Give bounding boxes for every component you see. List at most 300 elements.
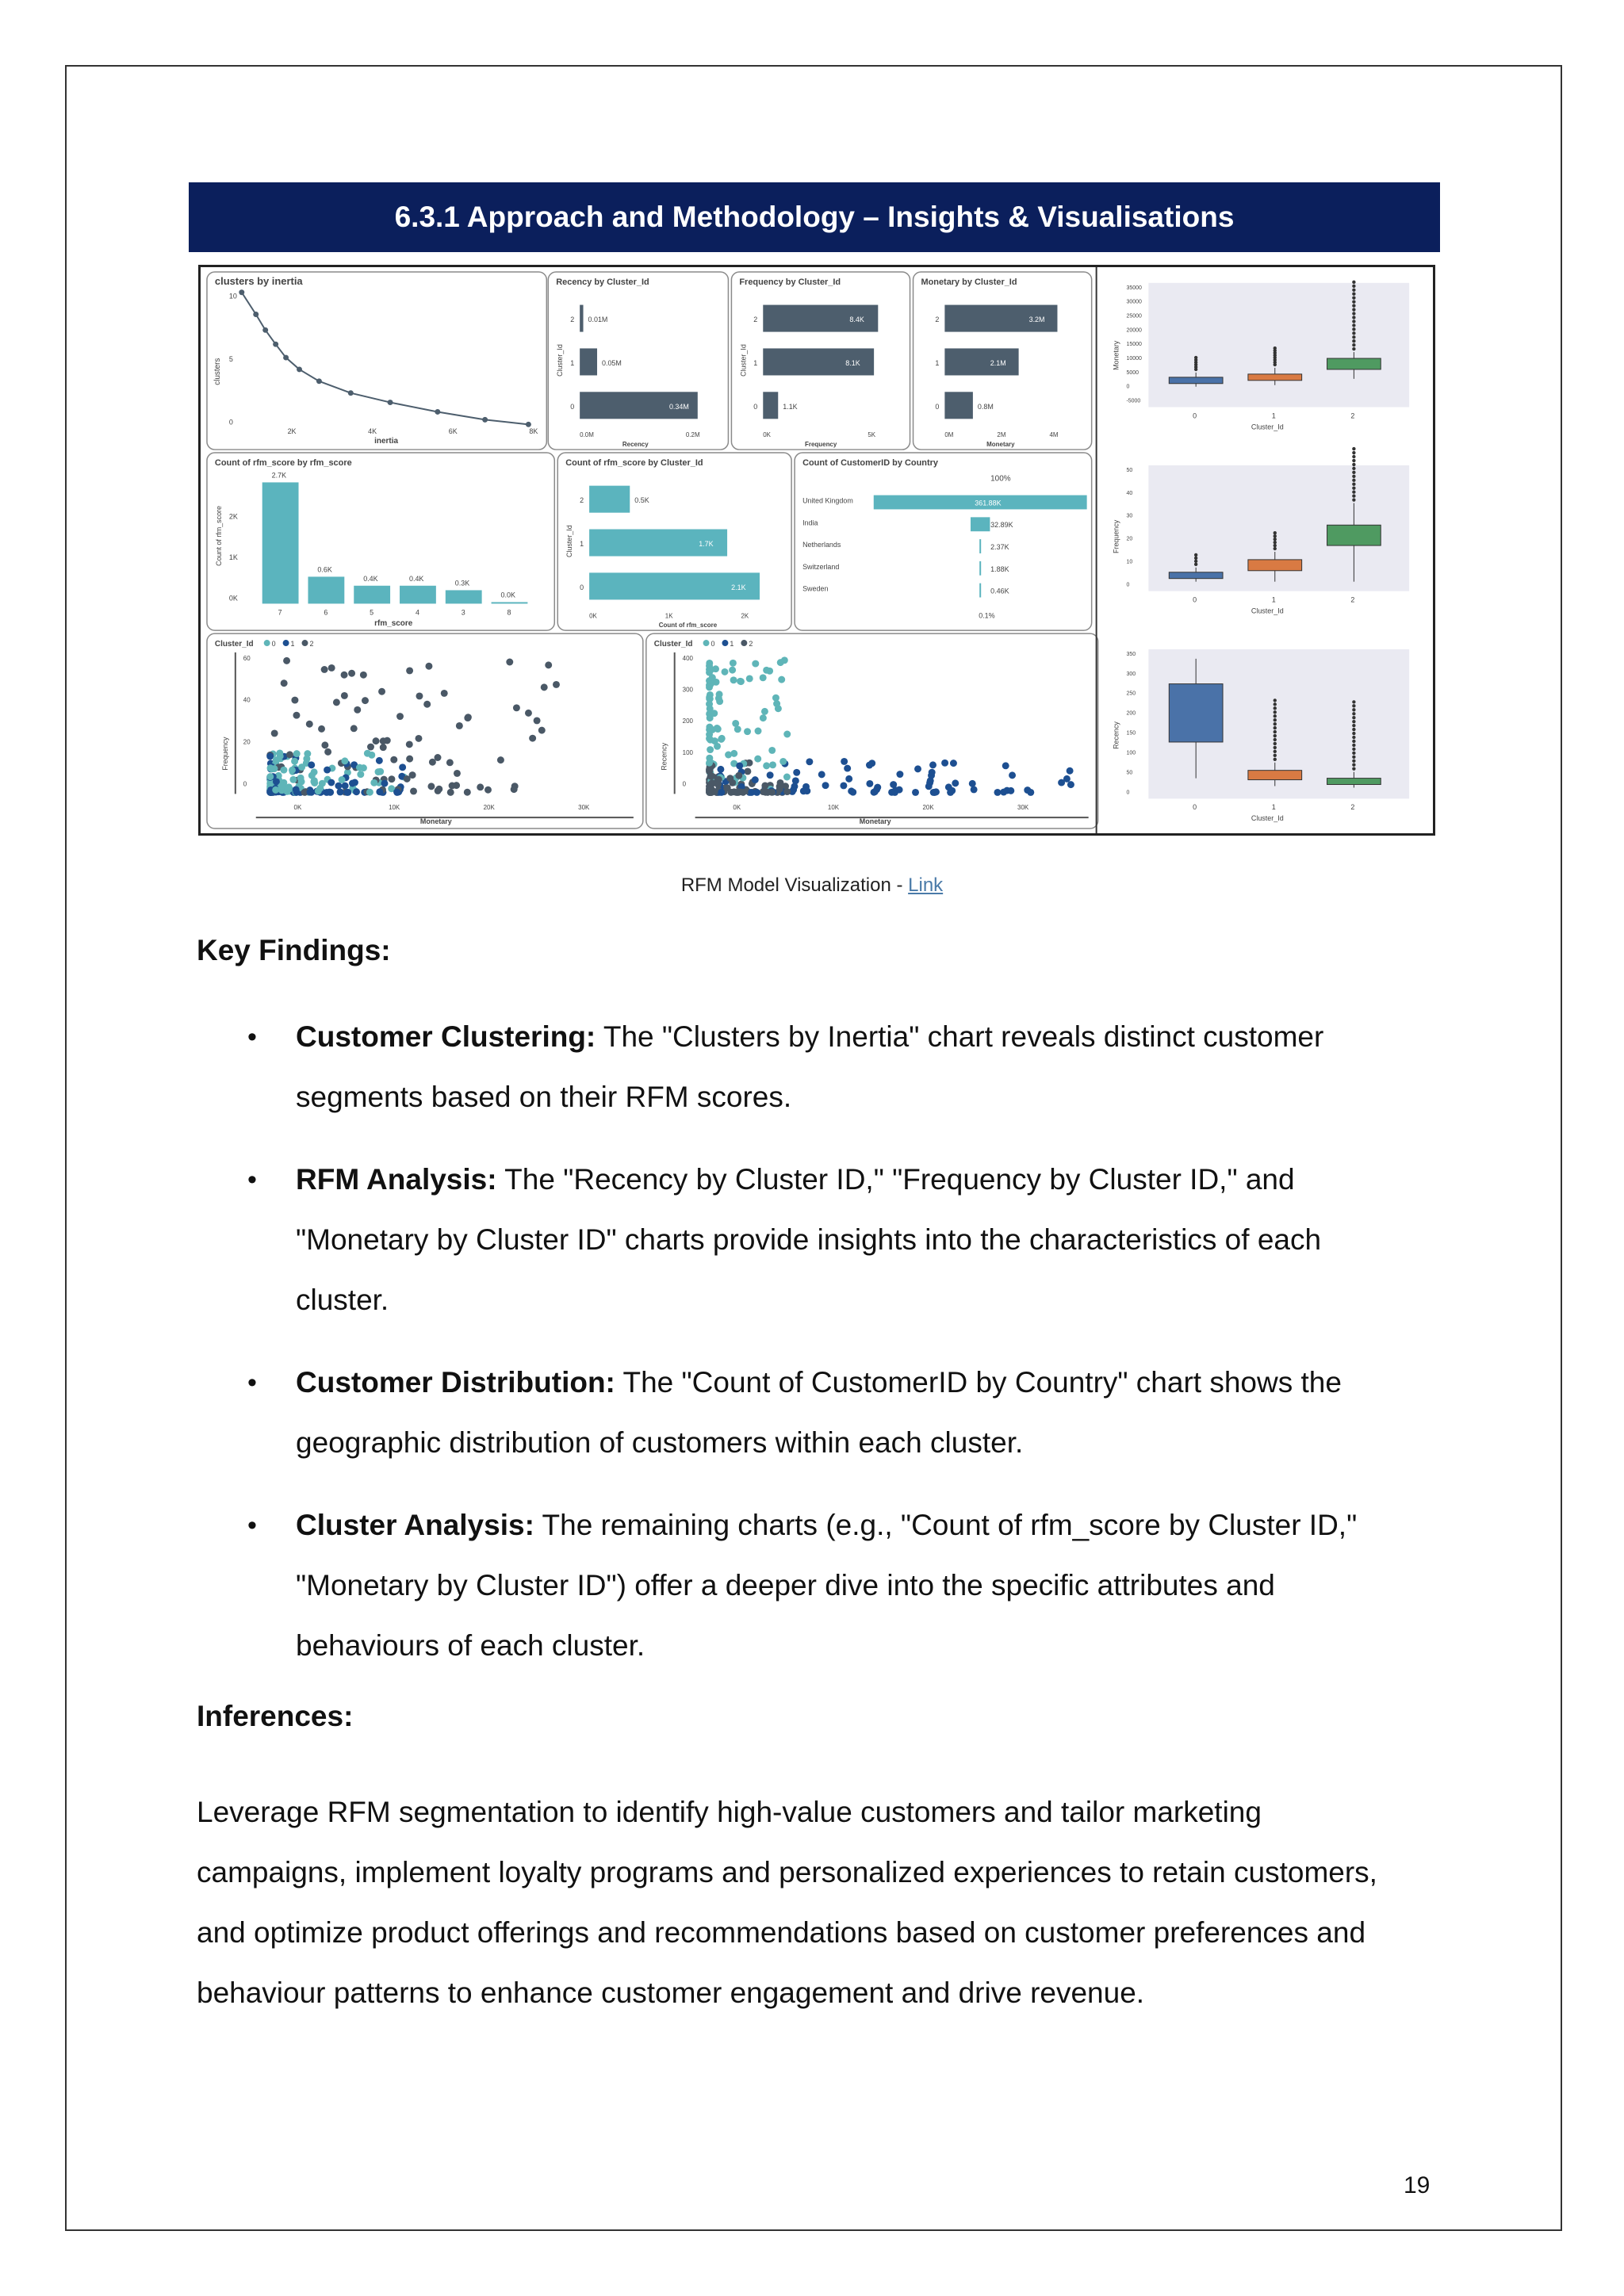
tick-label: 0.0M <box>580 431 594 439</box>
axis-label: Recency <box>660 742 668 771</box>
panel-title: Monetary by Cluster_Id <box>921 277 1017 287</box>
scatter-point <box>410 787 417 794</box>
scatter-point <box>746 675 753 682</box>
tick-label: 8 <box>507 608 511 617</box>
scatter-point <box>308 761 315 768</box>
inertia-point <box>262 327 268 333</box>
tick-label: 1 <box>1271 411 1276 420</box>
scatter-point <box>327 779 335 786</box>
axis-label: Monetary <box>986 441 1015 449</box>
scatter-point <box>315 787 322 794</box>
outlier <box>1352 732 1355 735</box>
scatter-point <box>293 789 300 796</box>
box <box>1169 572 1223 579</box>
axis-label: Monetary <box>1112 340 1120 370</box>
scatter-point <box>952 779 959 786</box>
scatter-point <box>735 772 742 779</box>
section-title: 6.3.1 Approach and Methodology – Insights & Visualisations <box>394 201 1235 233</box>
tick-label: 2M <box>997 431 1006 439</box>
scatter-point <box>793 769 800 776</box>
outlier <box>1352 316 1355 319</box>
tick-label: Switzerland <box>802 562 840 571</box>
scatter-point <box>729 667 736 674</box>
tick-label: 1 <box>1271 803 1276 812</box>
scatter-point <box>464 789 471 796</box>
scatter-point <box>714 725 721 732</box>
legend-label: 2 <box>309 640 314 648</box>
scatter-point <box>511 786 518 793</box>
axis-label: Count of rfm_score <box>658 622 718 629</box>
scatter-point <box>335 783 342 790</box>
scatter-point <box>328 664 335 672</box>
tick-label: Netherlands <box>802 541 841 549</box>
scatter-point <box>717 766 724 773</box>
tick-label: 5 <box>228 355 233 363</box>
data-label: 0.6K <box>317 565 332 574</box>
tick-label: 30K <box>578 804 590 812</box>
scatter-point <box>1067 781 1074 788</box>
scatter-point <box>545 661 552 668</box>
scatter-point <box>321 666 328 673</box>
data-label: 0.46K <box>990 587 1009 595</box>
tick-label: 10 <box>1126 559 1133 565</box>
tick-label: 6 <box>324 608 328 617</box>
tick-label: 10K <box>389 804 400 812</box>
axis-label: Monetary <box>859 817 891 826</box>
scatter-point <box>706 694 713 701</box>
scatter-point <box>380 744 387 751</box>
tick-label: 400 <box>682 654 693 662</box>
data-label: 3.2M <box>1028 316 1045 324</box>
finding-term: RFM Analysis: <box>296 1163 497 1196</box>
scatter-point <box>416 735 423 742</box>
scatter-point <box>304 750 311 757</box>
tick-label: 0 <box>1193 411 1197 420</box>
outlier <box>1352 331 1355 335</box>
scatter-point <box>497 756 504 763</box>
bar <box>262 482 299 603</box>
tick-label: 2 <box>570 316 575 324</box>
data-label: 0.3K <box>454 579 470 587</box>
scatter-point <box>760 674 767 681</box>
panel-recency <box>548 272 728 450</box>
scatter-point <box>298 763 305 771</box>
tick-label: 0 <box>228 418 233 427</box>
tick-label: 300 <box>1126 671 1136 677</box>
tick-label: 0 <box>1193 595 1197 604</box>
outlier <box>1352 471 1355 474</box>
outlier <box>1274 722 1277 725</box>
scatter-point <box>435 787 442 794</box>
tick-label: Sweden <box>802 584 829 593</box>
scatter-point <box>840 782 847 789</box>
scatter-point <box>485 786 492 794</box>
tick-label: 20 <box>243 738 251 746</box>
page-number: 19 <box>1404 2172 1431 2198</box>
inferences-paragraph: Leverage RFM segmentation to identify high-value customers and tailor marketing campaigns, implement loyalty programs and personalized experiences to retain customers, and optimize product offerings and recommendations based on customer preferences and behaviour patterns to enhance customer engagement and drive revenue. <box>197 1796 1377 2009</box>
scatter-point <box>324 748 331 756</box>
scatter-point <box>293 750 301 757</box>
scatter-point <box>730 750 737 757</box>
bar <box>971 517 990 531</box>
panel-title: Count of rfm_score by rfm_score <box>214 457 352 468</box>
tick-label: 20K <box>483 804 495 812</box>
scatter-point <box>307 789 314 796</box>
box <box>1327 525 1381 545</box>
scatter-point <box>769 761 776 768</box>
scatter-point <box>344 789 351 796</box>
outlier <box>1274 742 1277 745</box>
scatter-point <box>283 657 290 664</box>
scatter-point <box>364 750 371 757</box>
outlier <box>1274 726 1277 729</box>
bar <box>944 348 1018 375</box>
scatter-point <box>730 660 737 667</box>
outlier <box>1194 560 1197 563</box>
outlier <box>1352 728 1355 731</box>
inferences-heading: Inferences: <box>197 1700 354 1732</box>
tick-label: 20K <box>922 804 934 812</box>
outlier <box>1352 763 1355 767</box>
panel-title: Count of rfm_score by Cluster_Id <box>565 457 703 468</box>
data-label: 0.34M <box>668 402 689 411</box>
panel-rfm-score <box>207 453 554 630</box>
scatter-point <box>367 744 374 751</box>
scatter-point <box>768 747 776 754</box>
scatter-point <box>841 758 848 765</box>
tick-label: 100 <box>1126 750 1136 756</box>
tick-label: 2 <box>1350 595 1355 604</box>
outlier <box>1274 547 1277 550</box>
axis-label: Cluster_Id <box>556 344 565 377</box>
tick-label: 1 <box>753 358 758 367</box>
scatter-point <box>845 775 852 783</box>
data-label: 0.8M <box>977 402 994 411</box>
scatter-point <box>783 774 791 781</box>
scatter-point <box>969 780 976 787</box>
tick-label: 35000 <box>1126 285 1142 291</box>
scatter-point <box>763 762 770 769</box>
outlier <box>1274 758 1277 761</box>
bar <box>979 561 981 576</box>
scatter-point <box>727 789 734 796</box>
tick-label: 6K <box>448 427 458 436</box>
scatter-point <box>896 786 903 794</box>
outlier <box>1274 706 1277 710</box>
scatter-point <box>1000 789 1007 796</box>
tick-label: 1 <box>570 358 575 367</box>
plot-area <box>1148 283 1409 408</box>
data-label: 32.89K <box>990 521 1013 530</box>
axis-label: Cluster_Id <box>1251 423 1284 431</box>
scatter-point <box>378 688 385 695</box>
outlier <box>1352 308 1355 311</box>
tick-label: 150 <box>1126 730 1136 737</box>
bar <box>308 576 344 603</box>
outlier <box>1352 494 1355 497</box>
outlier <box>1194 356 1197 359</box>
outlier <box>1352 486 1355 489</box>
scatter-point <box>776 783 783 790</box>
caption-text: RFM Model Visualization - <box>680 874 909 896</box>
scatter-point <box>752 660 759 668</box>
outlier <box>1352 312 1355 315</box>
scatter-point <box>362 697 369 704</box>
scatter-point <box>341 757 348 764</box>
scatter-point <box>744 767 751 775</box>
scatter-point <box>866 762 873 769</box>
scatter-point <box>289 767 296 774</box>
tick-label: 0 <box>580 583 584 591</box>
scatter-point <box>376 788 383 795</box>
bar <box>580 348 597 375</box>
tick-label: 40 <box>243 696 251 704</box>
scatter-point <box>319 780 326 787</box>
outlier <box>1274 754 1277 757</box>
tick-label: 0 <box>1126 790 1130 796</box>
tick-label: 30000 <box>1126 299 1142 305</box>
tick-label: 0 <box>1126 384 1130 390</box>
scatter-point <box>341 672 348 679</box>
scatter-point <box>370 779 377 786</box>
legend-marker <box>283 640 289 646</box>
legend-marker <box>264 640 270 646</box>
scatter-point <box>1007 787 1014 794</box>
rfm-dashboard-image <box>198 265 1435 836</box>
tick-label: 2K <box>228 512 238 521</box>
scatter-point <box>399 763 406 771</box>
outlier <box>1274 346 1277 350</box>
scatter-point <box>778 676 785 683</box>
scatter-point <box>714 781 722 788</box>
scatter-point <box>896 771 903 778</box>
box <box>1248 560 1302 571</box>
scatter-point <box>278 783 285 790</box>
scatter-point <box>755 728 762 735</box>
scatter-point <box>447 789 454 796</box>
tick-label: 40 <box>1126 490 1133 496</box>
scatter-point <box>286 751 293 758</box>
scatter-point <box>736 762 743 769</box>
scatter-point <box>706 766 713 773</box>
tick-label: 5 <box>370 608 374 617</box>
panel-title: Recency by Cluster_Id <box>556 277 649 287</box>
bar <box>354 586 390 604</box>
scatter-point <box>506 659 513 666</box>
scatter-point <box>706 666 713 673</box>
box <box>1327 779 1381 785</box>
scatter-point <box>333 698 340 706</box>
scatter-point <box>783 731 791 738</box>
scatter-point <box>1063 775 1071 783</box>
scatter-point <box>266 773 274 780</box>
scatter-point <box>441 690 448 697</box>
scatter-point <box>423 701 431 708</box>
legend-marker <box>302 640 308 646</box>
scatter-point <box>726 775 733 782</box>
scatter-point <box>912 789 919 796</box>
scatter-point <box>280 767 287 774</box>
tick-label: 4M <box>1049 431 1059 439</box>
section-header <box>189 182 1440 252</box>
scatter-point <box>792 777 799 784</box>
scatter-point <box>341 692 348 699</box>
outlier <box>1352 767 1355 771</box>
outlier <box>1352 740 1355 743</box>
scatter-point <box>553 681 560 688</box>
outlier <box>1352 479 1355 482</box>
outlier <box>1274 730 1277 733</box>
scatter-point <box>971 786 978 793</box>
scatter-point <box>1027 789 1034 796</box>
tick-label: 10K <box>827 804 840 812</box>
outlier <box>1352 463 1355 466</box>
outlier <box>1352 498 1355 501</box>
data-label: 1.88K <box>990 564 1009 573</box>
tick-label: 300 <box>682 686 693 694</box>
tick-label: 0K <box>293 804 302 812</box>
tick-label: 2 <box>1350 411 1355 420</box>
scatter-point <box>321 741 328 748</box>
scatter-point <box>348 670 355 677</box>
scatter-point <box>464 714 471 721</box>
axis-label: Cluster_Id <box>1251 814 1284 823</box>
data-label: 0.5K <box>634 496 649 505</box>
data-label: 2.7K <box>271 471 287 480</box>
data-label: 0.05M <box>601 358 622 367</box>
tick-label: 10000 <box>1126 356 1142 362</box>
scatter-point <box>732 720 739 727</box>
box <box>1327 358 1381 369</box>
scatter-point <box>710 710 718 717</box>
scatter-point <box>281 679 288 687</box>
scatter-point <box>914 765 921 772</box>
tick-label: 200 <box>1126 710 1136 717</box>
bar <box>580 305 583 332</box>
axis-label: Count of rfm_score <box>214 506 223 566</box>
tick-label: 350 <box>1126 651 1136 657</box>
outlier <box>1352 708 1355 711</box>
scatter-point <box>293 712 300 719</box>
scatter-point <box>337 788 344 795</box>
scatter-point <box>350 725 358 732</box>
outlier <box>1352 744 1355 747</box>
outlier <box>1352 760 1355 763</box>
outlier <box>1352 304 1355 307</box>
finding-term: Customer Distribution: <box>296 1366 615 1399</box>
scatter-point <box>541 683 548 691</box>
scatter-point <box>396 713 404 720</box>
outlier <box>1352 447 1355 450</box>
data-label: 2.37K <box>990 543 1009 552</box>
legend-label: 0 <box>710 640 715 648</box>
tick-label: 200 <box>682 718 693 725</box>
tick-label: 0M <box>944 431 954 439</box>
scatter-point <box>707 786 714 793</box>
scatter-point <box>950 760 957 767</box>
scatter-point <box>357 771 364 778</box>
tick-label: 0K <box>733 804 741 812</box>
scatter-point <box>707 773 714 780</box>
scatter-point <box>890 781 897 788</box>
legend-title: Cluster_Id <box>214 640 254 649</box>
tick-label: 2 <box>1350 803 1355 812</box>
outlier <box>1352 281 1355 284</box>
scatter-point <box>380 737 387 744</box>
outlier <box>1274 541 1277 544</box>
inertia-point <box>273 342 278 347</box>
scatter-point <box>947 789 954 796</box>
scatter-point <box>285 785 292 792</box>
axis-label: Cluster_Id <box>565 525 574 557</box>
tick-label: United Kingdom <box>802 496 853 505</box>
tick-label: 10 <box>228 292 237 300</box>
outlier <box>1352 335 1355 339</box>
scatter-point <box>709 674 716 681</box>
tick-label: 2 <box>753 316 758 324</box>
data-label: 1.7K <box>699 540 714 549</box>
scatter-point <box>525 710 532 717</box>
tick-label: 0 <box>243 780 247 788</box>
scatter-point <box>1002 762 1009 769</box>
outlier <box>1352 289 1355 292</box>
outlier <box>1274 746 1277 749</box>
data-label: 8.4K <box>849 316 864 324</box>
scatter-point <box>783 788 791 795</box>
scatter-point <box>761 708 768 715</box>
tick-label: 30 <box>1126 513 1133 519</box>
scatter-point <box>456 722 463 729</box>
scatter-point <box>291 758 298 765</box>
tick-label: 2 <box>935 316 940 324</box>
panel-title: Count of CustomerID by Country <box>802 457 938 468</box>
scatter-point <box>529 735 536 742</box>
tick-label: 2 <box>580 496 584 505</box>
scatter-point <box>994 789 1001 796</box>
scatter-point <box>706 701 713 708</box>
scatter-point <box>513 704 520 711</box>
box <box>1248 771 1302 780</box>
outlier <box>1352 323 1355 327</box>
bar <box>492 602 528 603</box>
scatter-point <box>768 789 776 796</box>
scatter-point <box>806 758 813 765</box>
scatter-point <box>435 754 442 761</box>
caption-link[interactable]: Link <box>908 874 944 896</box>
scatter-point <box>706 731 713 738</box>
outlier <box>1352 300 1355 303</box>
outlier <box>1352 748 1355 751</box>
outlier <box>1352 339 1355 342</box>
finding-term: Customer Clustering: <box>296 1020 596 1053</box>
axis-label: Recency <box>622 441 649 449</box>
outlier <box>1352 459 1355 462</box>
scatter-point <box>929 761 936 768</box>
outlier <box>1352 285 1355 288</box>
scatter-point <box>356 764 363 771</box>
scatter-point <box>929 769 936 776</box>
outlier <box>1352 320 1355 323</box>
data-label: 0.4K <box>408 574 424 583</box>
data-label: 2.1K <box>731 583 746 591</box>
scatter-point <box>291 697 298 704</box>
outlier <box>1274 531 1277 534</box>
scatter-point <box>715 695 722 702</box>
outlier <box>1352 712 1355 715</box>
list-item: • Customer Clustering: The "Clusters by Inertia" chart reveals distinct customer segments based on their RFM scores. <box>247 1020 1324 1113</box>
key-findings-heading: Key Findings: <box>197 934 391 966</box>
axis-label: Frequency <box>805 441 837 449</box>
